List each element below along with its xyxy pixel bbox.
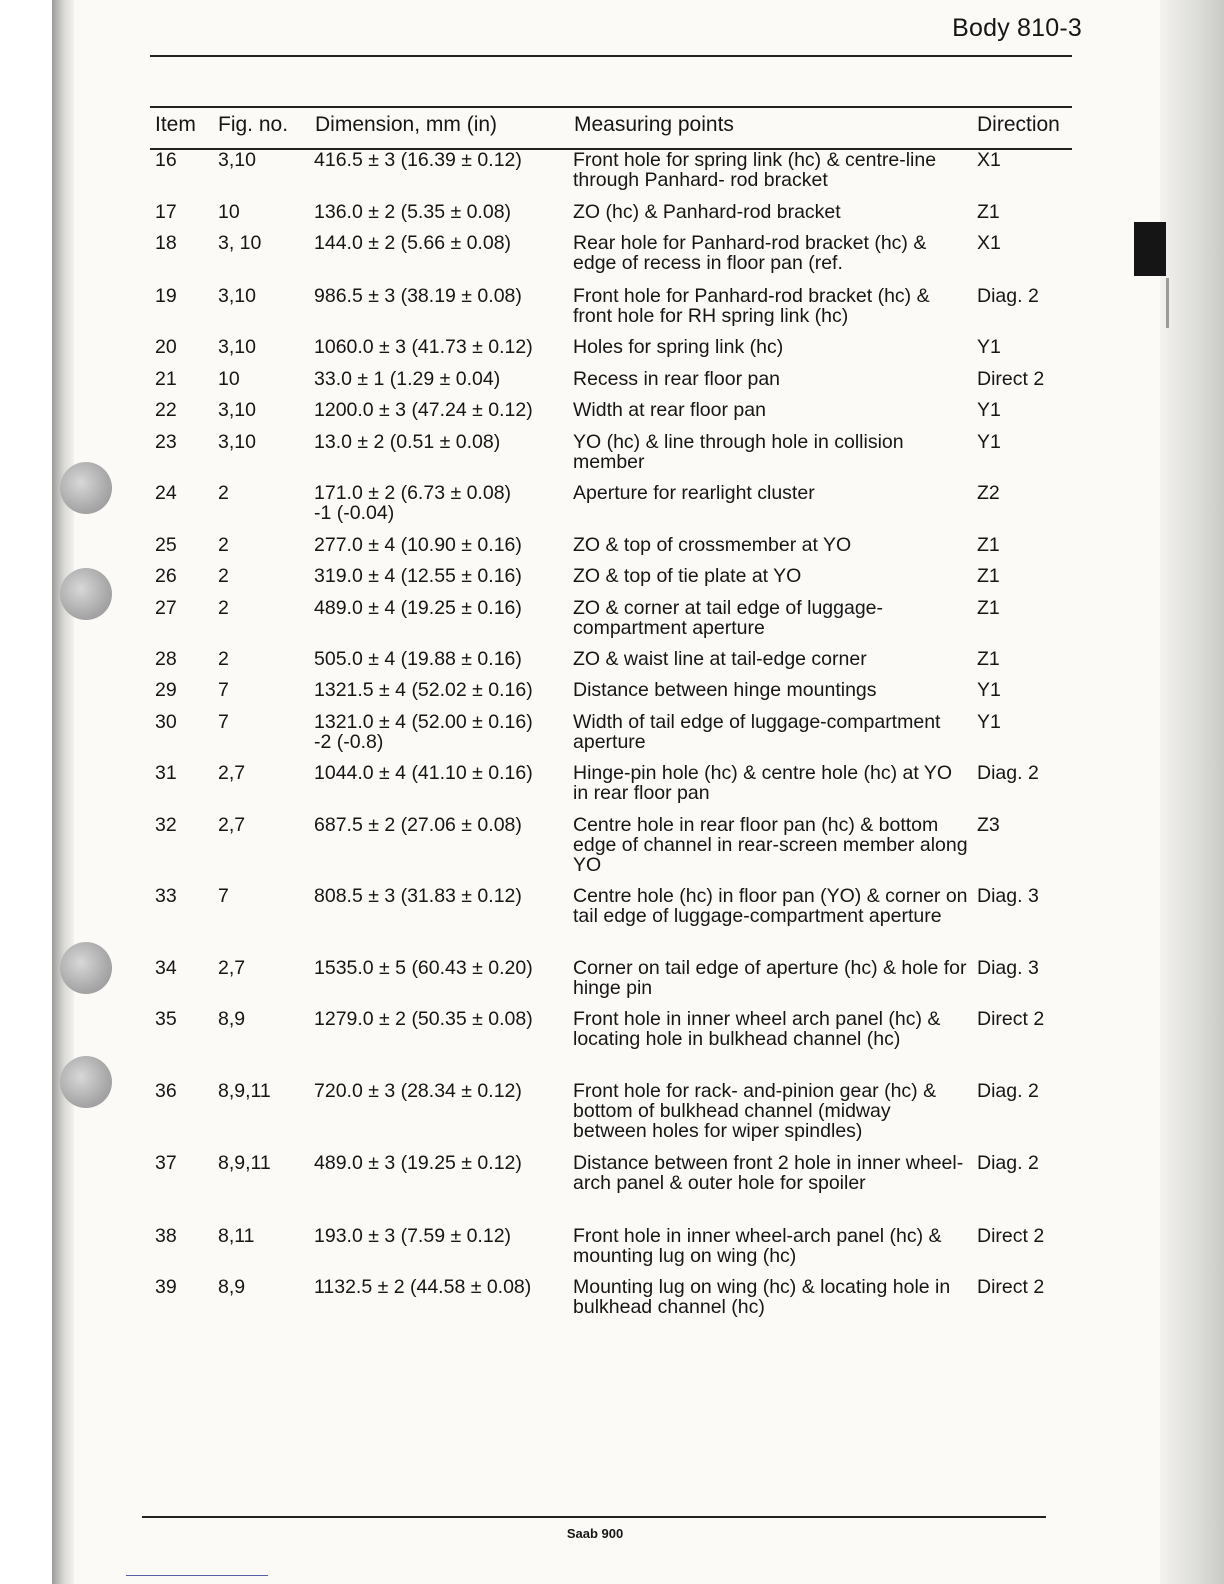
item-number: 25 [155,534,177,556]
footer-rule [142,1516,1046,1518]
dimension-value: 1200.0 ± 3 (47.24 ± 0.12) [314,399,533,421]
measuring-points: Front hole in inner wheel arch panel (hc) & locating hole in bulkhead channel (hc) [573,1008,941,1050]
direction-value: Y1 [977,336,1001,358]
figure-number: 3,10 [218,336,256,358]
direction-value: Y1 [977,399,1001,421]
measuring-points: Front hole in inner wheel-arch panel (hc) & mounting lug on wing (hc) [573,1225,942,1267]
item-number: 28 [155,648,177,670]
item-number: 16 [155,149,177,171]
measuring-points: Recess in rear floor pan [573,368,781,390]
direction-value: Direct 2 [977,368,1045,390]
measuring-points: Corner on tail edge of aperture (hc) & hole for hinge pin [573,957,967,999]
dimension-value: 144.0 ± 2 (5.66 ± 0.08) [314,232,512,254]
direction-value: Z1 [977,201,1000,223]
column-header-dimension: Dimension, mm (in) [315,113,498,136]
figure-number: 8,11 [218,1225,255,1247]
measuring-points: YO (hc) & line through hole in collision member [573,431,904,473]
measuring-points: Centre hole in rear floor pan (hc) & bottom edge of channel in rear-screen member along YO [573,814,968,876]
figure-number: 8,9 [218,1276,246,1298]
item-number: 22 [155,399,177,421]
dimension-value: 1279.0 ± 2 (50.35 ± 0.08) [314,1008,533,1030]
item-number: 27 [155,597,177,619]
dimension-value: 136.0 ± 2 (5.35 ± 0.08) [314,201,512,223]
dimension-value: 687.5 ± 2 (27.06 ± 0.08) [314,814,522,836]
measuring-points: ZO & waist line at tail-edge corner [573,648,867,670]
dimension-value: 319.0 ± 4 (12.55 ± 0.16) [314,565,522,587]
item-number: 17 [155,201,177,223]
dimension-value: 1044.0 ± 4 (41.10 ± 0.16) [314,762,533,784]
figure-number: 2,7 [218,762,246,784]
dimension-value: 1060.0 ± 3 (41.73 ± 0.12) [314,336,533,358]
dimension-value: 489.0 ± 4 (19.25 ± 0.16) [314,597,522,619]
figure-number: 7 [218,679,229,701]
direction-value: X1 [977,232,1001,254]
item-number: 20 [155,336,177,358]
figure-number: 3,10 [218,285,256,307]
dimension-value: 193.0 ± 3 (7.59 ± 0.12) [314,1225,512,1247]
figure-number: 8,9,11 [218,1152,271,1174]
column-header-measuring-points: Measuring points [574,113,734,136]
dimension-value: 13.0 ± 2 (0.51 ± 0.08) [314,431,501,453]
direction-value: Z1 [977,534,1000,556]
direction-value: Z3 [977,814,1000,836]
item-number: 30 [155,711,177,733]
column-header-item: Item [155,113,196,136]
measuring-points: Front hole for rack- and-pinion gear (hc) & bottom of bulkhead channel (midway between holes for wiper spindles) [573,1080,937,1142]
measuring-points: Distance between front 2 hole in inner wheel- arch panel & outer hole for spoiler [573,1152,964,1194]
direction-value: Diag. 2 [977,1080,1039,1102]
dimension-value: 489.0 ± 3 (19.25 ± 0.12) [314,1152,522,1174]
page-footer: Saab 900 [566,1526,624,1541]
dimension-value: 1321.5 ± 4 (52.02 ± 0.16) [314,679,533,701]
figure-number: 8,9,11 [218,1080,271,1102]
item-number: 37 [155,1152,177,1174]
figure-number: 2 [218,648,229,670]
measuring-points: ZO & corner at tail edge of luggage-compartment aperture [573,597,884,639]
figure-number: 10 [218,368,240,390]
direction-value: Direct 2 [977,1276,1045,1298]
dimension-value: 171.0 ± 2 (6.73 ± 0.08) -1 (-0.04) [314,482,512,524]
dimension-value: 416.5 ± 3 (16.39 ± 0.12) [314,149,522,171]
direction-value: Y1 [977,679,1001,701]
dimension-value: 808.5 ± 3 (31.83 ± 0.12) [314,885,522,907]
direction-value: Y1 [977,431,1001,453]
figure-number: 2 [218,565,229,587]
measuring-points: Holes for spring link (hc) [573,336,784,358]
figure-number: 2 [218,482,229,504]
measuring-points: ZO (hc) & Panhard-rod bracket [573,201,841,223]
direction-value: Diag. 3 [977,957,1039,979]
measuring-points: Front hole for spring link (hc) & centre-line through Panhard- rod bracket [573,149,937,191]
dimension-value: 1132.5 ± 2 (44.58 ± 0.08) [314,1276,532,1298]
measuring-points: Width of tail edge of luggage-compartment aperture [573,711,941,753]
direction-value: Direct 2 [977,1225,1045,1247]
item-number: 19 [155,285,177,307]
measuring-points: Centre hole (hc) in floor pan (YO) & corner on tail edge of luggage-compartment aperture [573,885,968,927]
figure-number: 3,10 [218,431,256,453]
page-header: Body 810-3 [952,14,1082,42]
figure-number: 8,9 [218,1008,246,1030]
corner-mark [126,1575,268,1576]
measuring-points: Front hole for Panhard-rod bracket (hc) & front hole for RH spring link (hc) [573,285,930,327]
direction-value: Diag. 2 [977,762,1039,784]
item-number: 18 [155,232,177,254]
direction-value: Diag. 3 [977,885,1039,907]
item-number: 23 [155,431,177,453]
column-header-fig-no: Fig. no. [218,113,289,136]
measuring-points: Mounting lug on wing (hc) & locating hole in bulkhead channel (hc) [573,1276,951,1318]
figure-number: 3, 10 [218,232,262,254]
item-number: 29 [155,679,177,701]
column-header-direction: Direction [977,113,1060,136]
direction-value: Diag. 2 [977,1152,1039,1174]
item-number: 34 [155,957,177,979]
measuring-points: Distance between hinge mountings [573,679,877,701]
direction-value: Diag. 2 [977,285,1039,307]
figure-number: 7 [218,711,229,733]
direction-value: Z1 [977,565,1000,587]
figure-number: 2 [218,534,229,556]
direction-value: Z1 [977,597,1000,619]
direction-value: Z1 [977,648,1000,670]
item-number: 31 [155,762,177,784]
measuring-points: Rear hole for Panhard-rod bracket (hc) & edge of recess in floor pan (ref. [573,232,927,274]
item-number: 39 [155,1276,177,1298]
measuring-points: ZO & top of tie plate at YO [573,565,802,587]
direction-value: Z2 [977,482,1000,504]
measuring-points: Width at rear floor pan [573,399,766,421]
direction-value: X1 [977,149,1001,171]
item-number: 24 [155,482,177,504]
dimension-value: 1535.0 ± 5 (60.43 ± 0.20) [314,957,533,979]
measuring-points: Aperture for rearlight cluster [573,482,815,504]
item-number: 33 [155,885,177,907]
figure-number: 2,7 [218,814,246,836]
dimension-value: 505.0 ± 4 (19.88 ± 0.16) [314,648,522,670]
direction-value: Y1 [977,711,1001,733]
figure-number: 7 [218,885,229,907]
item-number: 38 [155,1225,177,1247]
measuring-points: Hinge-pin hole (hc) & centre hole (hc) at YO in rear floor pan [573,762,952,804]
dimension-value: 1321.0 ± 4 (52.00 ± 0.16) -2 (-0.8) [314,711,533,753]
dimension-value: 986.5 ± 3 (38.19 ± 0.08) [314,285,522,307]
figure-number: 2,7 [218,957,246,979]
item-number: 36 [155,1080,177,1102]
dimension-value: 720.0 ± 3 (28.34 ± 0.12) [314,1080,522,1102]
dimension-value: 33.0 ± 1 (1.29 ± 0.04) [314,368,501,390]
direction-value: Direct 2 [977,1008,1045,1030]
item-number: 32 [155,814,177,836]
figure-number: 3,10 [218,399,256,421]
item-number: 21 [155,368,177,390]
figure-number: 3,10 [218,149,256,171]
item-number: 35 [155,1008,177,1030]
measuring-points: ZO & top of crossmember at YO [573,534,852,556]
figure-number: 2 [218,597,229,619]
dimension-value: 277.0 ± 4 (10.90 ± 0.16) [314,534,522,556]
item-number: 26 [155,565,177,587]
figure-number: 10 [218,201,240,223]
